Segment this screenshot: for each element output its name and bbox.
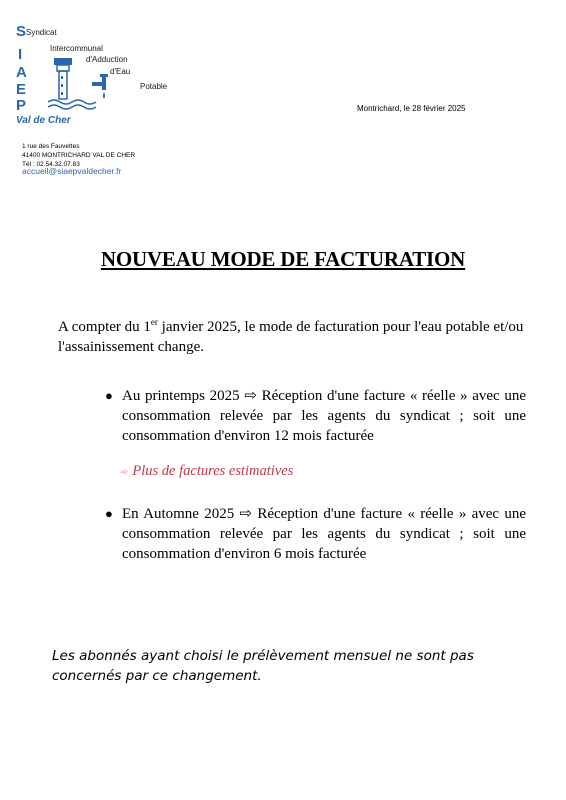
intro-superscript: er — [150, 317, 158, 327]
bullet-dot-icon: ● — [105, 506, 113, 521]
bullet-subnote — [120, 463, 293, 480]
email-link[interactable]: accueil@siaepvaldecher.fr — [22, 166, 122, 176]
footer-note — [52, 646, 532, 686]
subnote-text: Plus de factures estimatives — [132, 463, 294, 479]
intro-paragraph — [58, 312, 528, 357]
intro-text-end: janvier 2025, le mode de facturation pour l'eau potable et/ou l'assainissement change. — [58, 319, 524, 355]
address-phone: Tél : 02.54.32.07.83 — [22, 161, 80, 168]
page-title: NOUVEAU MODE DE FACTURATION — [100, 247, 466, 271]
bullet-dot-icon: ● — [105, 388, 113, 403]
logo-letter-i: I — [18, 46, 23, 63]
logo-word-potable: Potable — [140, 82, 168, 91]
logo-letter-e: E — [16, 81, 27, 98]
arrow-right-icon: ➾ — [120, 467, 129, 478]
logo-word-syndicat: Syndicat — [26, 28, 57, 37]
logo-word-intercommunal: Intercommunal — [50, 44, 103, 53]
logo-word-adduction: d'Adduction — [86, 55, 128, 64]
footer-line1: Les abonnés ayant choisi le prélèvement mensuel ne sont pas — [52, 648, 474, 664]
intro-text-start: A compter du 1 — [58, 319, 151, 335]
siaep-logo — [14, 22, 174, 132]
address-line2: 41400 MONTRICHARD VAL DE CHER — [22, 152, 136, 159]
bullet-item-autumn — [105, 504, 526, 564]
bullet-text: En Automne 2025 ⇨ Réception d'une facture « réelle » avec une consommation relevée par les agents du syndicat ; soit une consommation d'environ 6 mois facturée — [122, 506, 526, 562]
logo-word-eau: d'Eau — [110, 67, 131, 76]
logo-letter-a: A — [16, 64, 27, 81]
bullet-text: Au printemps 2025 ⇨ Réception d'une facture « réelle » avec une consommation relevée par les agents du syndicat ; soit une consommation d'environ 12 mois facturée — [122, 388, 526, 444]
sender-address — [22, 142, 135, 169]
bullet-item-spring — [105, 386, 526, 446]
water-tower-icon — [48, 52, 114, 114]
footer-line2: concernés par ce changement. — [52, 668, 262, 684]
logo-subtitle: Val de Cher — [16, 115, 71, 126]
address-line1: 1 rue des Fauvettes — [22, 143, 80, 150]
logo-letter-p: P — [16, 97, 27, 114]
logo-letter-s: S — [16, 23, 27, 40]
letter-date: Montrichard, le 28 février 2025 — [357, 104, 466, 113]
